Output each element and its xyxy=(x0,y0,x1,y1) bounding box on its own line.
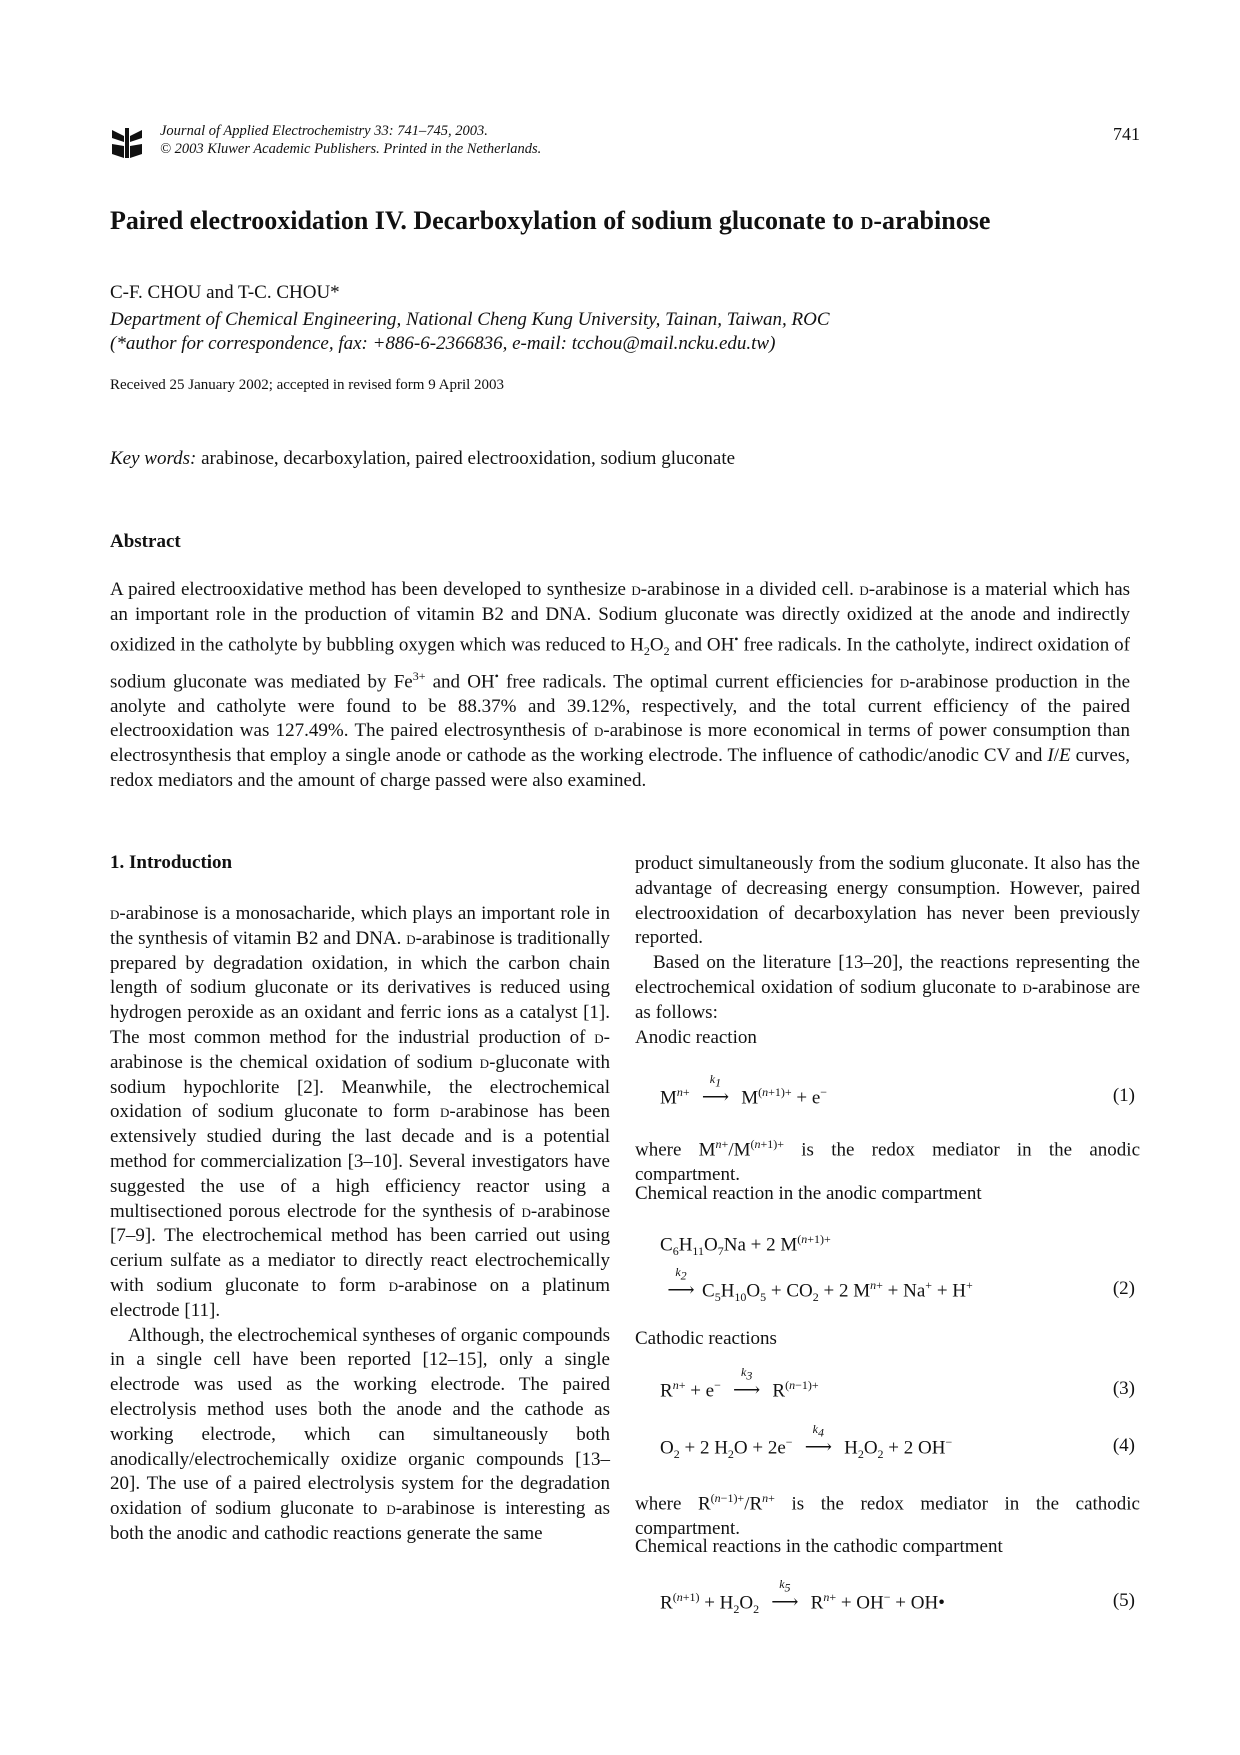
journal-info xyxy=(160,122,541,158)
keywords-text: arabinose, decarboxylation, paired electrooxidation, sodium gluconate xyxy=(201,448,736,469)
equation-number-3: (3) xyxy=(1112,1378,1135,1399)
journal-line-2: © 2003 Kluwer Academic Publishers. Printed in the Netherlands. xyxy=(160,141,542,157)
section-heading-introduction: 1. Introduction xyxy=(110,852,233,873)
affiliation xyxy=(110,308,1130,356)
chemical-reactions-cathodic-label: Chemical reactions in the cathodic compartment xyxy=(635,1536,1003,1557)
intro-right-paragraph-2: Based on the literature [13–20], the reactions representing the electrochemical oxidation of sodium gluconate to d-arabinose are as follows: xyxy=(635,952,1141,1023)
anodic-reaction-label: Anodic reaction xyxy=(635,1026,757,1048)
keywords-label: Key words: xyxy=(110,448,197,469)
journal-header xyxy=(110,122,1140,158)
page-number: 741 xyxy=(1113,124,1140,144)
intro-paragraph-2: Although, the electrochemical syntheses of organic compounds in a single cell have been reported [12–15], only a single electrode was used as the working electrode. The paired electrolysis method uses both the anode and the cathode as working electrode, which can simultaneously both anodically/electrochemically oxidize organic compounds [13–20]. The use of a paired electrolysis system for the degradation oxidation of sodium gluconate to d-arabinose is interesting as both the anodic and cathodic reactions generate the same xyxy=(110,1324,610,1544)
equation-number-1: (1) xyxy=(1112,1085,1135,1106)
intro-paragraph-1: d-arabinose is a monosacharide, which plays an important role in the synthesis of vitamin B2 and DNA. d-arabinose is traditionally prepared by degradation oxidation, in which the carbon chain length of sodium gluconate or its derivatives is reduced using hydrogen peroxide as an oxidant and ferric ions as a catalyst [1]. The most common method for the industrial production of d-arabinose is the chemical oxidation of sodium d-gluconate with sodium hypochlorite [2]. Meanwhile, the electrochemical oxidation of sodium gluconate to form d-arabinose has been extensively studied during the last decade and is a potential method for commercialization [3–10]. Several investigators have suggested the use of a high efficiency reactor using a multisectioned porous electrode for the synthesis of d-arabinose [7–9]. The electrochemical method has been carried out using cerium sulfate as a mediator to directly react electrochemically with sodium gluconate to form d-arabinose on a platinum electrode [11]. xyxy=(110,903,611,1321)
equation-4: $O_2 + 2$ $H_2O + 2e^-$ $k_4$ ⟶ $H_2O_2 + 2$ OH− (4) xyxy=(660,1422,1135,1462)
keywords xyxy=(110,448,735,470)
title-text: Paired electrooxidation IV. Decarboxylation of sodium gluconate to xyxy=(110,206,861,235)
equation-1: $M^{n+}$ $k_1$ ⟶ $M^{(n+1)+} + e^-$ (1) xyxy=(660,1072,1135,1109)
equation-5: $R^{(n+1)} + H_2O_2$ $k_5$ ⟶ $R^{n+} + OH^-$ + OH• (5) xyxy=(660,1577,1135,1617)
title-text-end: -arabinose xyxy=(873,206,991,235)
where-mediator-cathodic: where $R^{(n-1)+}/R^{n+}$ is the redox mediator in the cathodic compartment. xyxy=(635,1491,1140,1540)
journal-line-1: Journal of Applied Electrochemistry 33: 741–745, 2003. xyxy=(160,123,488,139)
chemical-reaction-anodic-label: Chemical reaction in the anodic compartment xyxy=(635,1183,982,1204)
equation-2-line-1: $C_6H_{11}O_7Na + 2$ $M^{(n+1)+}$ xyxy=(660,1232,831,1259)
abstract-heading: Abstract xyxy=(110,531,181,552)
abstract-body: A paired electrooxidative method has been developed to synthesize d-arabinose in a divided cell. d-arabinose is a material which has an important role in the production of vitamin B2 and DNA. Sodium gluconate was directly oxidized at the anode and indirectly oxidized in the catholyte by bubbling oxygen which was reduced to $H_2O_2$ and OH• free radicals. In the catholyte, indirect oxidation of sodium gluconate was mediated by $Fe^{3+}$ and OH• free radicals. The optimal current efficiencies for d-arabinose production in the anolyte and catholyte were found to be 88.37% and 39.12%, respectively, and the total current efficiency of the paired electrooxidation was 127.49%. The paired electrosynthesis of d-arabinose is more economical in terms of power consumption than electrosynthesis that employ a single anode or cathode as the working electrode. The influence of cathodic/anodic CV and I/E curves, redox mediators and the amount of charge passed were also examined. xyxy=(110,579,1131,791)
cathodic-reactions-label: Cathodic reactions xyxy=(635,1328,777,1349)
equation-number-4: (4) xyxy=(1112,1435,1135,1456)
affiliation-line-2: (*author for correspondence, fax: +886-6-2366836, e-mail: tcchou@mail.ncku.edu.tw) xyxy=(110,333,776,354)
equation-number-5: (5) xyxy=(1112,1590,1135,1611)
where-mediator-anodic: where $M^{n+}/M^{(n+1)+}$ is the redox mediator in the anodic compartment. xyxy=(635,1137,1140,1186)
equation-number-2: (2) xyxy=(1112,1278,1135,1299)
publisher-logo-icon xyxy=(110,126,144,160)
paper-title xyxy=(110,206,1140,236)
affiliation-line-1: Department of Chemical Engineering, National Cheng Kung University, Tainan, Taiwan, ROC xyxy=(110,309,830,330)
equation-2-line-2: $k_2$ ⟶ $C_5H_{10}O_5 + CO_2 + 2$ $M^{n+} + Na^+ + H^+$ (2) xyxy=(667,1265,1135,1305)
intro-left-column xyxy=(110,902,610,1547)
intro-right-paragraph-1: product simultaneously from the sodium gluconate. It also has the advantage of decreasing energy consumption. However, paired electrooxidation of decarboxylation has never been previously reported. xyxy=(635,853,1140,949)
equation-3: $R^{n+} + e^-$ $k_3$ ⟶ $R^{(n-1)+}$ (3) xyxy=(660,1365,1135,1402)
authors: C-F. CHOU and T-C. CHOU* xyxy=(110,282,340,303)
received-dates: Received 25 January 2002; accepted in revised form 9 April 2003 xyxy=(110,377,505,393)
intro-right-column xyxy=(635,852,1140,1050)
title-smallcaps: d xyxy=(860,206,874,235)
